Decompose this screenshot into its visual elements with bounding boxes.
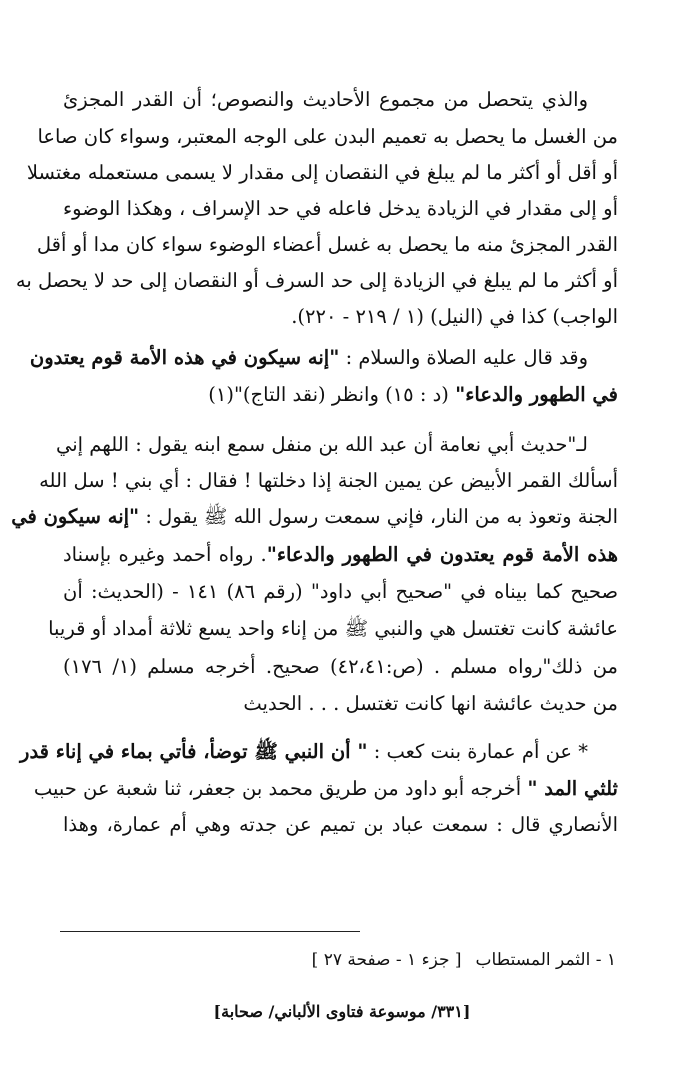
- text-line: من ذلك"رواه مسلم . (ص:٤٢،٤١) صحيح. أخرجه مسلم (١/ ١٧٦): [63, 655, 618, 678]
- text-line: الأنصاري قال : سمعت عباد بن تميم عن جدته وهي أم عمارة، وهذا: [63, 813, 618, 836]
- text-line: القدر المجزئ منه ما يحصل به غسل أعضاء الوضوء سواء كان مدا أو أقل: [36, 233, 618, 256]
- text-line: والذي يتحصل من مجموع الأحاديث والنصوص؛ أن القدر المجزئ: [63, 88, 588, 111]
- footnote-divider: [60, 931, 360, 932]
- text-line: أو أقل أو أكثر ما لم يبلغ في النقصان إلى مقدار لا يسمى مستعمله مغتسلا: [26, 161, 618, 184]
- hadith-quote: ثلثي المد ": [527, 777, 618, 800]
- text-line: [63, 378, 618, 412]
- footnote-text: ١ - الثمر المستطاب: [475, 950, 616, 970]
- hadith-quote: "إنه سيكون في هذه الأمة قوم يعتدون: [29, 346, 340, 369]
- text-run: الجنة وتعوذ به من النار، فإني سمعت رسول الله ﷺ يقول :: [139, 505, 618, 528]
- text-line: أو أكثر ما لم يبلغ في الزيادة إلى حد السرف أو النقصان إلى حد لا يحصل به: [15, 269, 618, 292]
- text-line: [20, 735, 588, 769]
- text-line: [33, 772, 618, 806]
- text-line: أسألك القمر الأبيض عن يمين الجنة إذا دخلتها ! فقال : أي بني ! سل الله: [39, 469, 618, 492]
- text-run: * عن أم عمارة بنت كعب :: [367, 740, 588, 763]
- text-line: الواجب) كذا في (النيل) (١ / ٢١٩ - ٢٢٠).: [291, 305, 618, 328]
- text-line: لـ"حديث أبي نعامة أن عبد الله بن منفل سمع ابنه يقول : اللهم إني: [56, 433, 588, 456]
- footnote-page-ref: [ جزء ١ - صفحة ٢٧ ]: [311, 950, 462, 970]
- text-line: [11, 500, 618, 534]
- text-line: أو إلى مقدار في الزيادة يدخل فاعله في حد الإسراف ، وهكذا الوضوء: [63, 197, 618, 220]
- footnote: [76, 945, 616, 975]
- text-line: [63, 538, 618, 572]
- text-run: (د : ١٥) وانظر (نقد التاج)"(١): [208, 383, 456, 406]
- text-run: . رواه أحمد وغيره بإسناد: [63, 543, 267, 566]
- text-line: [29, 341, 588, 375]
- text-line: من حديث عائشة انها كانت تغتسل . . . الحديث: [243, 692, 618, 715]
- hadith-quote: " أن النبي ﷺ توضأ، فأتي بماء في إناء قدر: [20, 740, 368, 763]
- text-line: صحيح كما بيناه في "صحيح أبي داود" (رقم ٨٦) ١٤١ - (الحديث: أن: [63, 580, 619, 603]
- page-footer: [٣٣١/ موسوعة فتاوى الألباني/ صحابة]: [213, 1002, 471, 1021]
- hadith-quote: "إنه سيكون في: [11, 505, 140, 528]
- hadith-quote: هذه الأمة قوم يعتدون في الطهور والدعاء": [266, 543, 618, 566]
- hadith-quote: في الطهور والدعاء": [455, 383, 618, 406]
- text-run: وقد قال عليه الصلاة والسلام :: [339, 346, 588, 369]
- text-run: أخرجه أبو داود من طريق محمد بن جعفر، ثنا شعبة عن حبيب: [33, 777, 528, 800]
- text-line: عائشة كانت تغتسل هي والنبي ﷺ من إناء واحد يسع ثلاثة أمداد أو قريبا: [48, 617, 618, 640]
- text-line: من الغسل ما يحصل به تعميم البدن على الوجه المعتبر، وسواء كان صاعا: [37, 125, 618, 148]
